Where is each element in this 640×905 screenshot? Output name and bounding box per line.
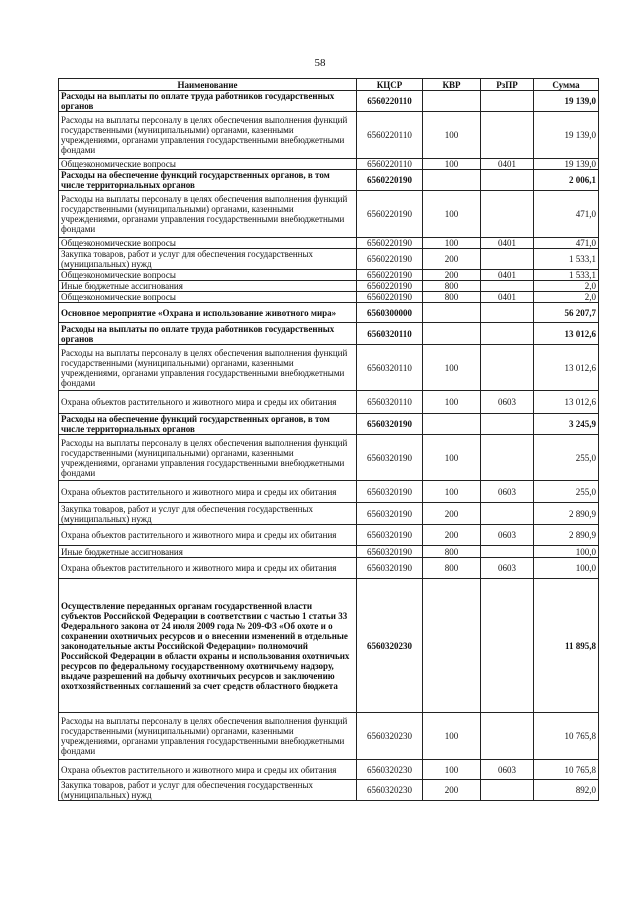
cell-rzpr: 0603 bbox=[481, 525, 534, 546]
cell-name: Охрана объектов растительного и животного мира и среды их обитания bbox=[59, 481, 357, 503]
cell-kcsr: 6560320230 bbox=[357, 713, 423, 760]
cell-kcsr: 6560220190 bbox=[357, 238, 423, 249]
cell-kcsr: 6560220190 bbox=[357, 191, 423, 238]
cell-kvr: 100 bbox=[423, 481, 481, 503]
cell-rzpr bbox=[481, 281, 534, 292]
cell-sum: 19 139,0 bbox=[534, 159, 599, 170]
cell-kcsr: 6560320190 bbox=[357, 481, 423, 503]
cell-kcsr: 6560320110 bbox=[357, 345, 423, 391]
cell-kcsr: 6560320110 bbox=[357, 323, 423, 345]
cell-name: Охрана объектов растительного и животного мира и среды их обитания bbox=[59, 525, 357, 546]
cell-rzpr: 0603 bbox=[481, 760, 534, 780]
cell-sum: 2,0 bbox=[534, 292, 599, 303]
cell-kvr: 100 bbox=[423, 159, 481, 170]
cell-kcsr: 6560220190 bbox=[357, 281, 423, 292]
cell-kvr bbox=[423, 414, 481, 435]
table-row bbox=[59, 579, 599, 713]
cell-sum: 471,0 bbox=[534, 191, 599, 238]
table-header-row bbox=[59, 79, 599, 91]
cell-rzpr: 0401 bbox=[481, 270, 534, 281]
cell-rzpr bbox=[481, 303, 534, 323]
cell-rzpr bbox=[481, 323, 534, 345]
cell-rzpr: 0603 bbox=[481, 558, 534, 579]
cell-rzpr bbox=[481, 112, 534, 159]
cell-sum: 255,0 bbox=[534, 481, 599, 503]
cell-name: Основное мероприятие «Охрана и использование животного мира» bbox=[59, 303, 357, 323]
cell-rzpr: 0603 bbox=[481, 481, 534, 503]
cell-kcsr: 6560320230 bbox=[357, 579, 423, 713]
cell-sum: 13 012,6 bbox=[534, 345, 599, 391]
cell-name: Осуществление переданных органам государственной власти субъектов Российской Федерации в соответствии с частью 1 статьи 33 Федерального закона от 24 июля 2009 года № 209-ФЗ «Об охоте и о сохранении охотничьих ресурсов и о внесении изменений в отдельные законодательные акты Российской Федерации» полномочий Российской Федерации в области охраны и использования охотничьих ресурсов по федеральному государственному охотничьему надзору, выдаче разрешений на добычу охотничьих ресурсов и заключению охотхозяйственных соглашений за счет средств областного бюджета bbox=[59, 579, 357, 713]
cell-kvr: 200 bbox=[423, 780, 481, 801]
cell-sum: 19 139,0 bbox=[534, 112, 599, 159]
cell-name: Расходы на обеспечение функций государственных органов, в том числе территориальных органов bbox=[59, 170, 357, 191]
cell-name: Охрана объектов растительного и животного мира и среды их обитания bbox=[59, 558, 357, 579]
table-row bbox=[59, 780, 599, 801]
table-row bbox=[59, 191, 599, 238]
cell-sum: 56 207,7 bbox=[534, 303, 599, 323]
table-row bbox=[59, 414, 599, 435]
cell-kvr: 100 bbox=[423, 713, 481, 760]
cell-name: Закупка товаров, работ и услуг для обеспечения государственных (муниципальных) нужд bbox=[59, 503, 357, 525]
cell-rzpr bbox=[481, 503, 534, 525]
table-row bbox=[59, 760, 599, 780]
cell-rzpr bbox=[481, 170, 534, 191]
cell-rzpr bbox=[481, 713, 534, 760]
table-row bbox=[59, 112, 599, 159]
cell-name: Общеэкономические вопросы bbox=[59, 292, 357, 303]
cell-kcsr: 6560320110 bbox=[357, 391, 423, 414]
cell-name: Охрана объектов растительного и животного мира и среды их обитания bbox=[59, 391, 357, 414]
cell-kcsr: 6560320190 bbox=[357, 525, 423, 546]
cell-kvr: 200 bbox=[423, 249, 481, 270]
cell-kvr bbox=[423, 303, 481, 323]
cell-kcsr: 6560220110 bbox=[357, 91, 423, 112]
cell-sum: 3 245,9 bbox=[534, 414, 599, 435]
table-row bbox=[59, 249, 599, 270]
header-kcsr: КЦСР bbox=[357, 79, 423, 91]
cell-kcsr: 6560300000 bbox=[357, 303, 423, 323]
cell-name: Закупка товаров, работ и услуг для обеспечения государственных (муниципальных) нужд bbox=[59, 780, 357, 801]
cell-sum: 100,0 bbox=[534, 558, 599, 579]
page-number: 58 bbox=[314, 57, 326, 69]
cell-rzpr: 0401 bbox=[481, 238, 534, 249]
cell-rzpr: 0603 bbox=[481, 391, 534, 414]
header-sum: Сумма bbox=[534, 79, 599, 91]
table-row bbox=[59, 238, 599, 249]
cell-kcsr: 6560220110 bbox=[357, 159, 423, 170]
cell-sum: 19 139,0 bbox=[534, 91, 599, 112]
cell-kvr: 100 bbox=[423, 391, 481, 414]
cell-name: Расходы на выплаты персоналу в целях обеспечения выполнения функций государственными (муниципальными) органами, казенными учреждениями, органами управления государственными внебюджетными фондами bbox=[59, 345, 357, 391]
cell-name: Иные бюджетные ассигнования bbox=[59, 546, 357, 558]
cell-sum: 892,0 bbox=[534, 780, 599, 801]
table-row bbox=[59, 345, 599, 391]
cell-kvr: 200 bbox=[423, 270, 481, 281]
table-row bbox=[59, 481, 599, 503]
header-name: Наименование bbox=[59, 79, 357, 91]
table-row bbox=[59, 91, 599, 112]
cell-sum: 100,0 bbox=[534, 546, 599, 558]
cell-sum: 2 006,1 bbox=[534, 170, 599, 191]
cell-rzpr bbox=[481, 91, 534, 112]
cell-sum: 11 895,8 bbox=[534, 579, 599, 713]
table-row bbox=[59, 435, 599, 481]
table-row bbox=[59, 558, 599, 579]
cell-rzpr bbox=[481, 345, 534, 391]
table-row bbox=[59, 323, 599, 345]
table-row bbox=[59, 159, 599, 170]
cell-kvr bbox=[423, 579, 481, 713]
table-row bbox=[59, 170, 599, 191]
cell-name: Охрана объектов растительного и животного мира и среды их обитания bbox=[59, 760, 357, 780]
table-row bbox=[59, 391, 599, 414]
cell-kcsr: 6560220110 bbox=[357, 112, 423, 159]
cell-name: Расходы на выплаты персоналу в целях обеспечения выполнения функций государственными (муниципальными) органами, казенными учреждениями, органами управления государственными внебюджетными фондами bbox=[59, 713, 357, 760]
cell-kvr: 200 bbox=[423, 525, 481, 546]
cell-kvr: 100 bbox=[423, 435, 481, 481]
header-kvr: КВР bbox=[423, 79, 481, 91]
table-row bbox=[59, 546, 599, 558]
cell-kcsr: 6560220190 bbox=[357, 270, 423, 281]
cell-rzpr bbox=[481, 191, 534, 238]
table-body bbox=[59, 91, 599, 801]
table-row bbox=[59, 713, 599, 760]
cell-name: Общеэкономические вопросы bbox=[59, 159, 357, 170]
cell-name: Расходы на обеспечение функций государственных органов, в том числе территориальных органов bbox=[59, 414, 357, 435]
table-row bbox=[59, 525, 599, 546]
cell-name: Расходы на выплаты персоналу в целях обеспечения выполнения функций государственными (муниципальными) органами, казенными учреждениями, органами управления государственными внебюджетными фондами bbox=[59, 435, 357, 481]
cell-sum: 13 012,6 bbox=[534, 323, 599, 345]
cell-rzpr bbox=[481, 435, 534, 481]
header-rzpr: РзПР bbox=[481, 79, 534, 91]
cell-name: Иные бюджетные ассигнования bbox=[59, 281, 357, 292]
table-row bbox=[59, 270, 599, 281]
cell-kcsr: 6560320230 bbox=[357, 760, 423, 780]
cell-sum: 255,0 bbox=[534, 435, 599, 481]
cell-kcsr: 6560320190 bbox=[357, 558, 423, 579]
cell-sum: 1 533,1 bbox=[534, 270, 599, 281]
cell-kcsr: 6560320190 bbox=[357, 546, 423, 558]
table-row bbox=[59, 303, 599, 323]
cell-name: Расходы на выплаты персоналу в целях обеспечения выполнения функций государственными (муниципальными) органами, казенными учреждениями, органами управления государственными внебюджетными фондами bbox=[59, 191, 357, 238]
cell-name: Общеэкономические вопросы bbox=[59, 238, 357, 249]
budget-table bbox=[58, 78, 599, 801]
cell-kvr: 800 bbox=[423, 281, 481, 292]
cell-kcsr: 6560320190 bbox=[357, 435, 423, 481]
cell-kvr bbox=[423, 91, 481, 112]
cell-name: Общеэкономические вопросы bbox=[59, 270, 357, 281]
cell-sum: 471,0 bbox=[534, 238, 599, 249]
table-row bbox=[59, 503, 599, 525]
cell-name: Расходы на выплаты по оплате труда работников государственных органов bbox=[59, 323, 357, 345]
cell-rzpr bbox=[481, 414, 534, 435]
cell-kvr: 100 bbox=[423, 238, 481, 249]
cell-kvr: 800 bbox=[423, 546, 481, 558]
cell-kvr: 100 bbox=[423, 760, 481, 780]
cell-name: Расходы на выплаты персоналу в целях обеспечения выполнения функций государственными (муниципальными) органами, казенными учреждениями, органами управления государственными внебюджетными фондами bbox=[59, 112, 357, 159]
cell-rzpr bbox=[481, 249, 534, 270]
cell-kcsr: 6560320190 bbox=[357, 414, 423, 435]
cell-sum: 10 765,8 bbox=[534, 713, 599, 760]
cell-sum: 2 890,9 bbox=[534, 503, 599, 525]
cell-rzpr: 0401 bbox=[481, 159, 534, 170]
cell-kvr: 200 bbox=[423, 503, 481, 525]
cell-kcsr: 6560320230 bbox=[357, 780, 423, 801]
cell-kcsr: 6560220190 bbox=[357, 249, 423, 270]
cell-sum: 1 533,1 bbox=[534, 249, 599, 270]
cell-rzpr bbox=[481, 780, 534, 801]
cell-sum: 2,0 bbox=[534, 281, 599, 292]
table-row bbox=[59, 281, 599, 292]
cell-rzpr bbox=[481, 579, 534, 713]
table-row bbox=[59, 292, 599, 303]
cell-kvr: 100 bbox=[423, 191, 481, 238]
cell-kcsr: 6560220190 bbox=[357, 292, 423, 303]
cell-sum: 2 890,9 bbox=[534, 525, 599, 546]
cell-kvr bbox=[423, 170, 481, 191]
cell-kvr: 100 bbox=[423, 345, 481, 391]
cell-name: Расходы на выплаты по оплате труда работников государственных органов bbox=[59, 91, 357, 112]
cell-kvr: 800 bbox=[423, 558, 481, 579]
cell-sum: 10 765,8 bbox=[534, 760, 599, 780]
cell-kcsr: 6560220190 bbox=[357, 170, 423, 191]
cell-rzpr bbox=[481, 546, 534, 558]
cell-name: Закупка товаров, работ и услуг для обеспечения государственных (муниципальных) нужд bbox=[59, 249, 357, 270]
cell-kvr: 800 bbox=[423, 292, 481, 303]
cell-kvr: 100 bbox=[423, 112, 481, 159]
cell-kcsr: 6560320190 bbox=[357, 503, 423, 525]
cell-rzpr: 0401 bbox=[481, 292, 534, 303]
cell-kvr bbox=[423, 323, 481, 345]
cell-sum: 13 012,6 bbox=[534, 391, 599, 414]
